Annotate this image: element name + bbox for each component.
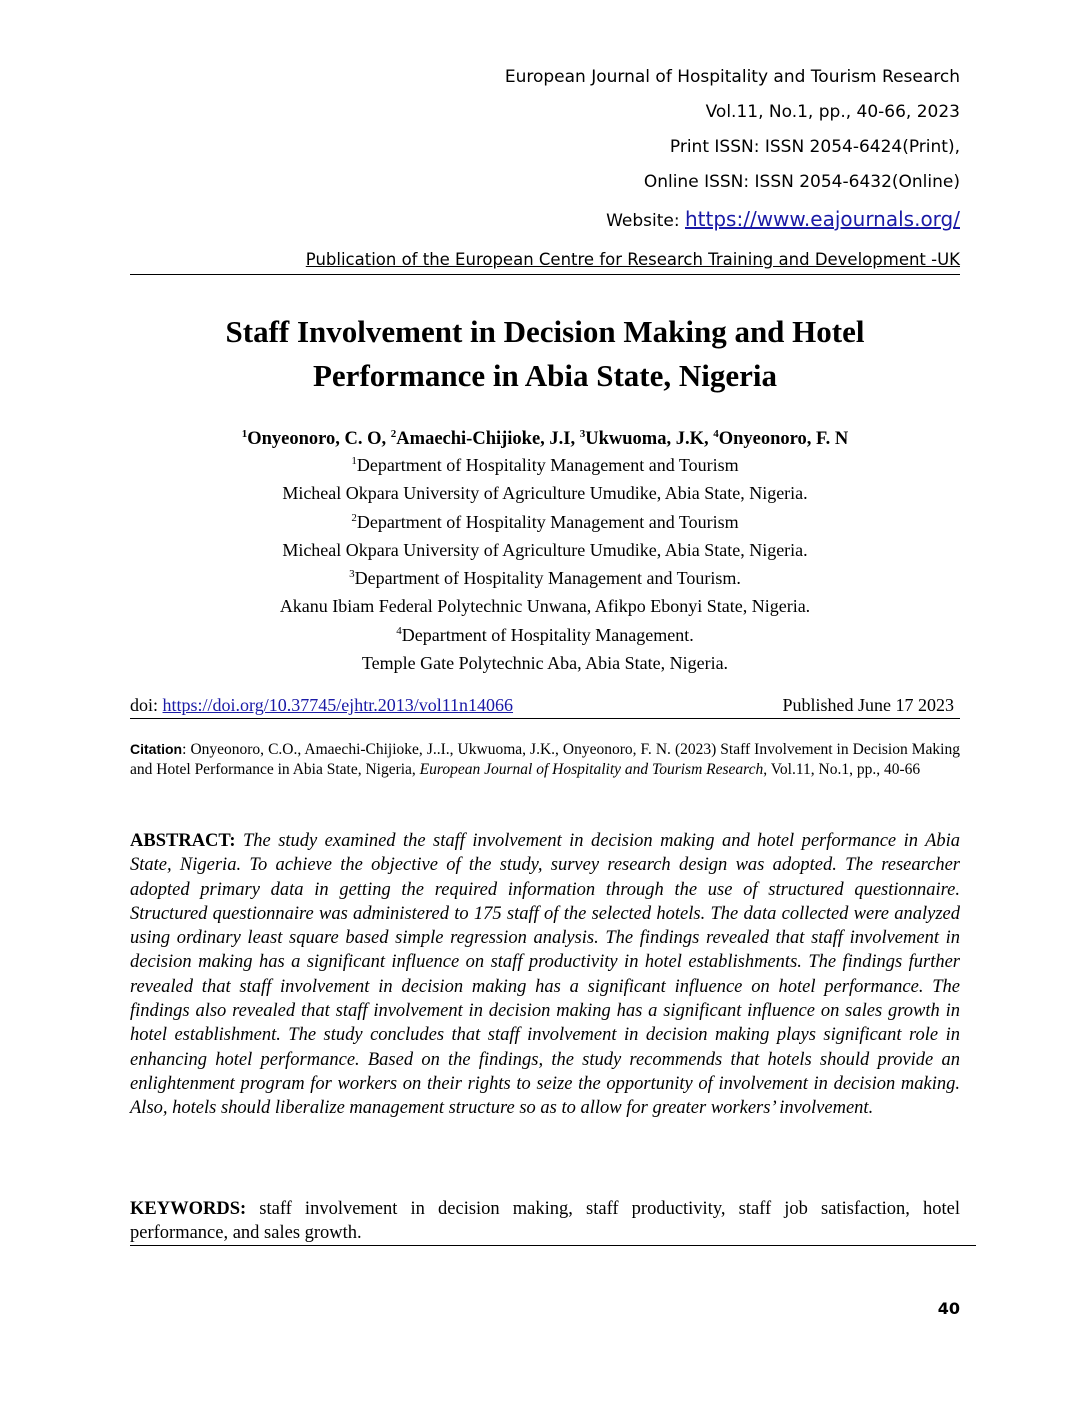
paper-title <box>130 310 960 398</box>
author-sup: 3 <box>579 428 586 440</box>
bottom-divider <box>130 1245 976 1246</box>
abstract-block <box>130 829 960 1121</box>
affiliation-dept-text: Department of Hospitality Management and Tourism <box>356 455 739 475</box>
affiliation-sup: 2 <box>351 511 357 524</box>
doi-label: doi: <box>130 695 159 715</box>
author-name: Ukwuoma, J.K, <box>585 429 714 449</box>
citation-block <box>130 740 960 779</box>
affiliation-inst: Temple Gate Polytechnic Aba, Abia State, Nigeria. <box>361 653 729 674</box>
doi-row <box>130 694 960 719</box>
affiliation-sup: 1 <box>351 455 357 467</box>
affiliation-dept <box>130 508 960 536</box>
author-sup: 1 <box>241 428 248 440</box>
title-line-2: Performance in Abia State, Nigeria <box>312 358 778 393</box>
author-name: Onyeonoro, C. O, <box>247 429 391 449</box>
published-date: Published June 17 2023 <box>782 695 954 715</box>
affiliation-dept <box>130 451 960 479</box>
affiliation-dept <box>130 564 960 592</box>
author-name: Onyeonoro, F. N <box>718 429 849 449</box>
publisher-row <box>130 248 960 275</box>
page-number: 40 <box>937 1299 960 1318</box>
keywords-text: staff involvement in decision making, staff productivity, staff job satisfaction, hotel performance, and sales growth. <box>130 1199 961 1243</box>
citation-journal: European Journal of Hospitality and Tourism Research <box>419 760 764 778</box>
author-sup: 4 <box>713 428 719 440</box>
author-sup: 2 <box>390 428 397 440</box>
website-link[interactable]: https://www.eajournals.org/ <box>685 207 960 231</box>
publisher-line: Publication of the European Centre for Research Training and Development -UK <box>305 250 960 269</box>
abstract-text: The study examined the staff involvement in decision making and hotel performance in Abia State, Nigeria. To achieve the objective of the study, survey research design was adopted. The researcher adopted primary data in getting the required information through the use of structured questionnaire. Structured questionnaire was administered to 175 staff of the selected hotels. The data collected were analyzed using ordinary least square based simple regression analysis. The findings revealed that staff involvement in decision making has a significant influence on staff productivity in hotel establishments. The findings further revealed that staff involvement in decision making has a significant influence on hotel performance. The findings also revealed that staff involvement in decision making has a significant influence on sales growth in hotel establishment. The study concludes that staff involvement in decision making plays significant role in enhancing hotel performance. Based on the findings, the study recommends that hotels should provide an enlightenment program for workers on their rights to seize the opportunity of involvement in decision making. Also, hotels should liberalize management structure so as to allow for greater workers’ involvement. <box>130 831 961 1119</box>
author-name: Amaechi-Chijioke, J.I, <box>396 429 580 449</box>
website-label: Website: <box>606 211 680 231</box>
affiliation-sup: 4 <box>396 624 402 637</box>
journal-name: European Journal of Hospitality and Tourism Research <box>504 67 960 87</box>
website-row <box>505 200 960 238</box>
affiliation-dept-text: Department of Hospitality Management. <box>401 624 694 645</box>
journal-header <box>505 60 960 238</box>
affiliation-dept-text: Department of Hospitality Management and Tourism <box>356 511 739 532</box>
affiliation-inst: Micheal Okpara University of Agriculture Umudike, Abia State, Nigeria. <box>282 539 808 560</box>
keywords-block <box>130 1197 960 1245</box>
affiliation-inst: Micheal Okpara University of Agriculture Umudike, Abia State, Nigeria. <box>282 483 808 504</box>
citation-text: : Onyeonoro, C.O., Amaechi-Chijioke, J..I., Ukwuoma, J.K., Onyeonoro, F. N. (2023) Staff Involvement in Decision Making and Hotel Performance in Abia State, Nigeria, <box>130 741 960 778</box>
author-list <box>130 426 960 452</box>
affiliation-list <box>130 451 960 677</box>
affiliation-dept-text: Department of Hospitality Management and Tourism. <box>354 568 741 589</box>
journal-volume: Vol.11, No.1, pp., 40-66, 2023 <box>705 102 960 122</box>
citation-tail: , Vol.11, No.1, pp., 40-66 <box>763 760 921 778</box>
affiliation-sup: 3 <box>349 568 355 581</box>
print-issn: Print ISSN: ISSN 2054-6424(Print), <box>669 137 960 157</box>
abstract-label: ABSTRACT: <box>130 831 236 851</box>
citation-label: Citation <box>130 741 183 757</box>
online-issn: Online ISSN: ISSN 2054-6432(Online) <box>643 172 960 192</box>
doi-link[interactable]: https://doi.org/10.37745/ejhtr.2013/vol11n14066 <box>162 695 514 715</box>
affiliation-inst: Akanu Ibiam Federal Polytechnic Unwana, Afikpo Ebonyi State, Nigeria. <box>279 596 811 617</box>
title-line-1: Staff Involvement in Decision Making and Hotel <box>225 314 865 349</box>
keywords-label: KEYWORDS: <box>130 1199 247 1219</box>
affiliation-dept <box>130 621 960 649</box>
